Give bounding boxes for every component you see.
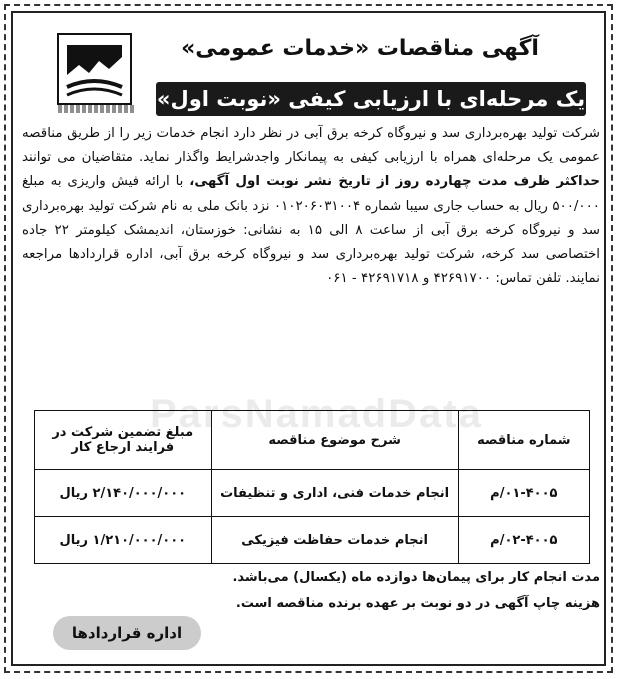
- notice-title: آگهی مناقصات «خدمات عمومی»: [181, 36, 539, 61]
- tender-number: ۰۲-۴۰۰۵/م: [458, 517, 589, 564]
- table-row: [35, 470, 590, 517]
- tender-guarantee: ۲/۱۴۰/۰۰۰/۰۰۰ ریال: [35, 470, 212, 517]
- tender-description: انجام خدمات فنی، اداری و تنظیفات: [211, 470, 458, 517]
- body-part-2: با ارائه فیش واریزی به مبلغ ۵۰۰/۰۰۰ ریال به حساب جاری سیبا شماره ۰۱۰۲۰۶۰۳۱۰۰۴ نزد بانک ملی به نام شرکت تولید بهره‌برداری سد و نیروگاه کرخه برق آبی از ساعت ۸ الی ۱۵ به نشانی: خوزستان، اندیمشک کیلومتر ۲۲ جاده اختصاصی سد کرخه، شرکت تولید بهره‌برداری سد و نیروگاه کرخه برق آبی، اداره قراردادها مراجعه نمایند. تلفن تماس: ۴۲۶۹۱۷۰۰ و ۴۲۶۹۱۷۱۸ - ۰۶۱: [22, 174, 600, 287]
- table-row: [35, 517, 590, 564]
- body-deadline: حداکثر ظرف مدت چهارده روز از تاریخ نشر نوبت اول آگهی،: [189, 174, 600, 190]
- body-part-1: شرکت تولید بهره‌برداری سد و نیروگاه کرخه برق آبی در نظر دارد انجام خدمات زیر را از طریق مناقصه عمومی یک مرحله‌ای همراه با ارزیابی کیفی به پیمانکار واجدشرایط واگذار نماید. متقاضیان می توانند: [22, 126, 600, 166]
- header-tender-number: شماره مناقصه: [458, 411, 589, 470]
- note-duration: مدت انجام کار برای پیمان‌ها دوازده ماه (یکسال) می‌باشد.: [232, 570, 600, 585]
- header-guarantee: مبلغ تضمین شرکت در فرایند ارجاع کار: [35, 411, 212, 470]
- header-description: شرح موضوع مناقصه: [211, 411, 458, 470]
- tender-number: ۰۱-۴۰۰۵/م: [458, 470, 589, 517]
- logo-icon: [59, 35, 130, 103]
- table-header-row: [35, 411, 590, 470]
- tender-description: انجام خدمات حفاظت فیزیکی: [211, 517, 458, 564]
- signature-badge: اداره قراردادها: [53, 616, 201, 650]
- company-logo: [57, 33, 132, 105]
- tender-guarantee: ۱/۲۱۰/۰۰۰/۰۰۰ ریال: [35, 517, 212, 564]
- logo-caption: [58, 105, 134, 113]
- tender-table: [34, 410, 590, 564]
- watermark: ParsNamadData: [150, 392, 483, 436]
- note-cost: هزینه چاپ آگهی در دو نوبت بر عهده برنده مناقصه است.: [235, 596, 600, 611]
- notice-subtitle: یک مرحله‌ای با ارزیابی کیفی «نوبت اول»: [156, 82, 586, 116]
- notice-body: [22, 122, 600, 291]
